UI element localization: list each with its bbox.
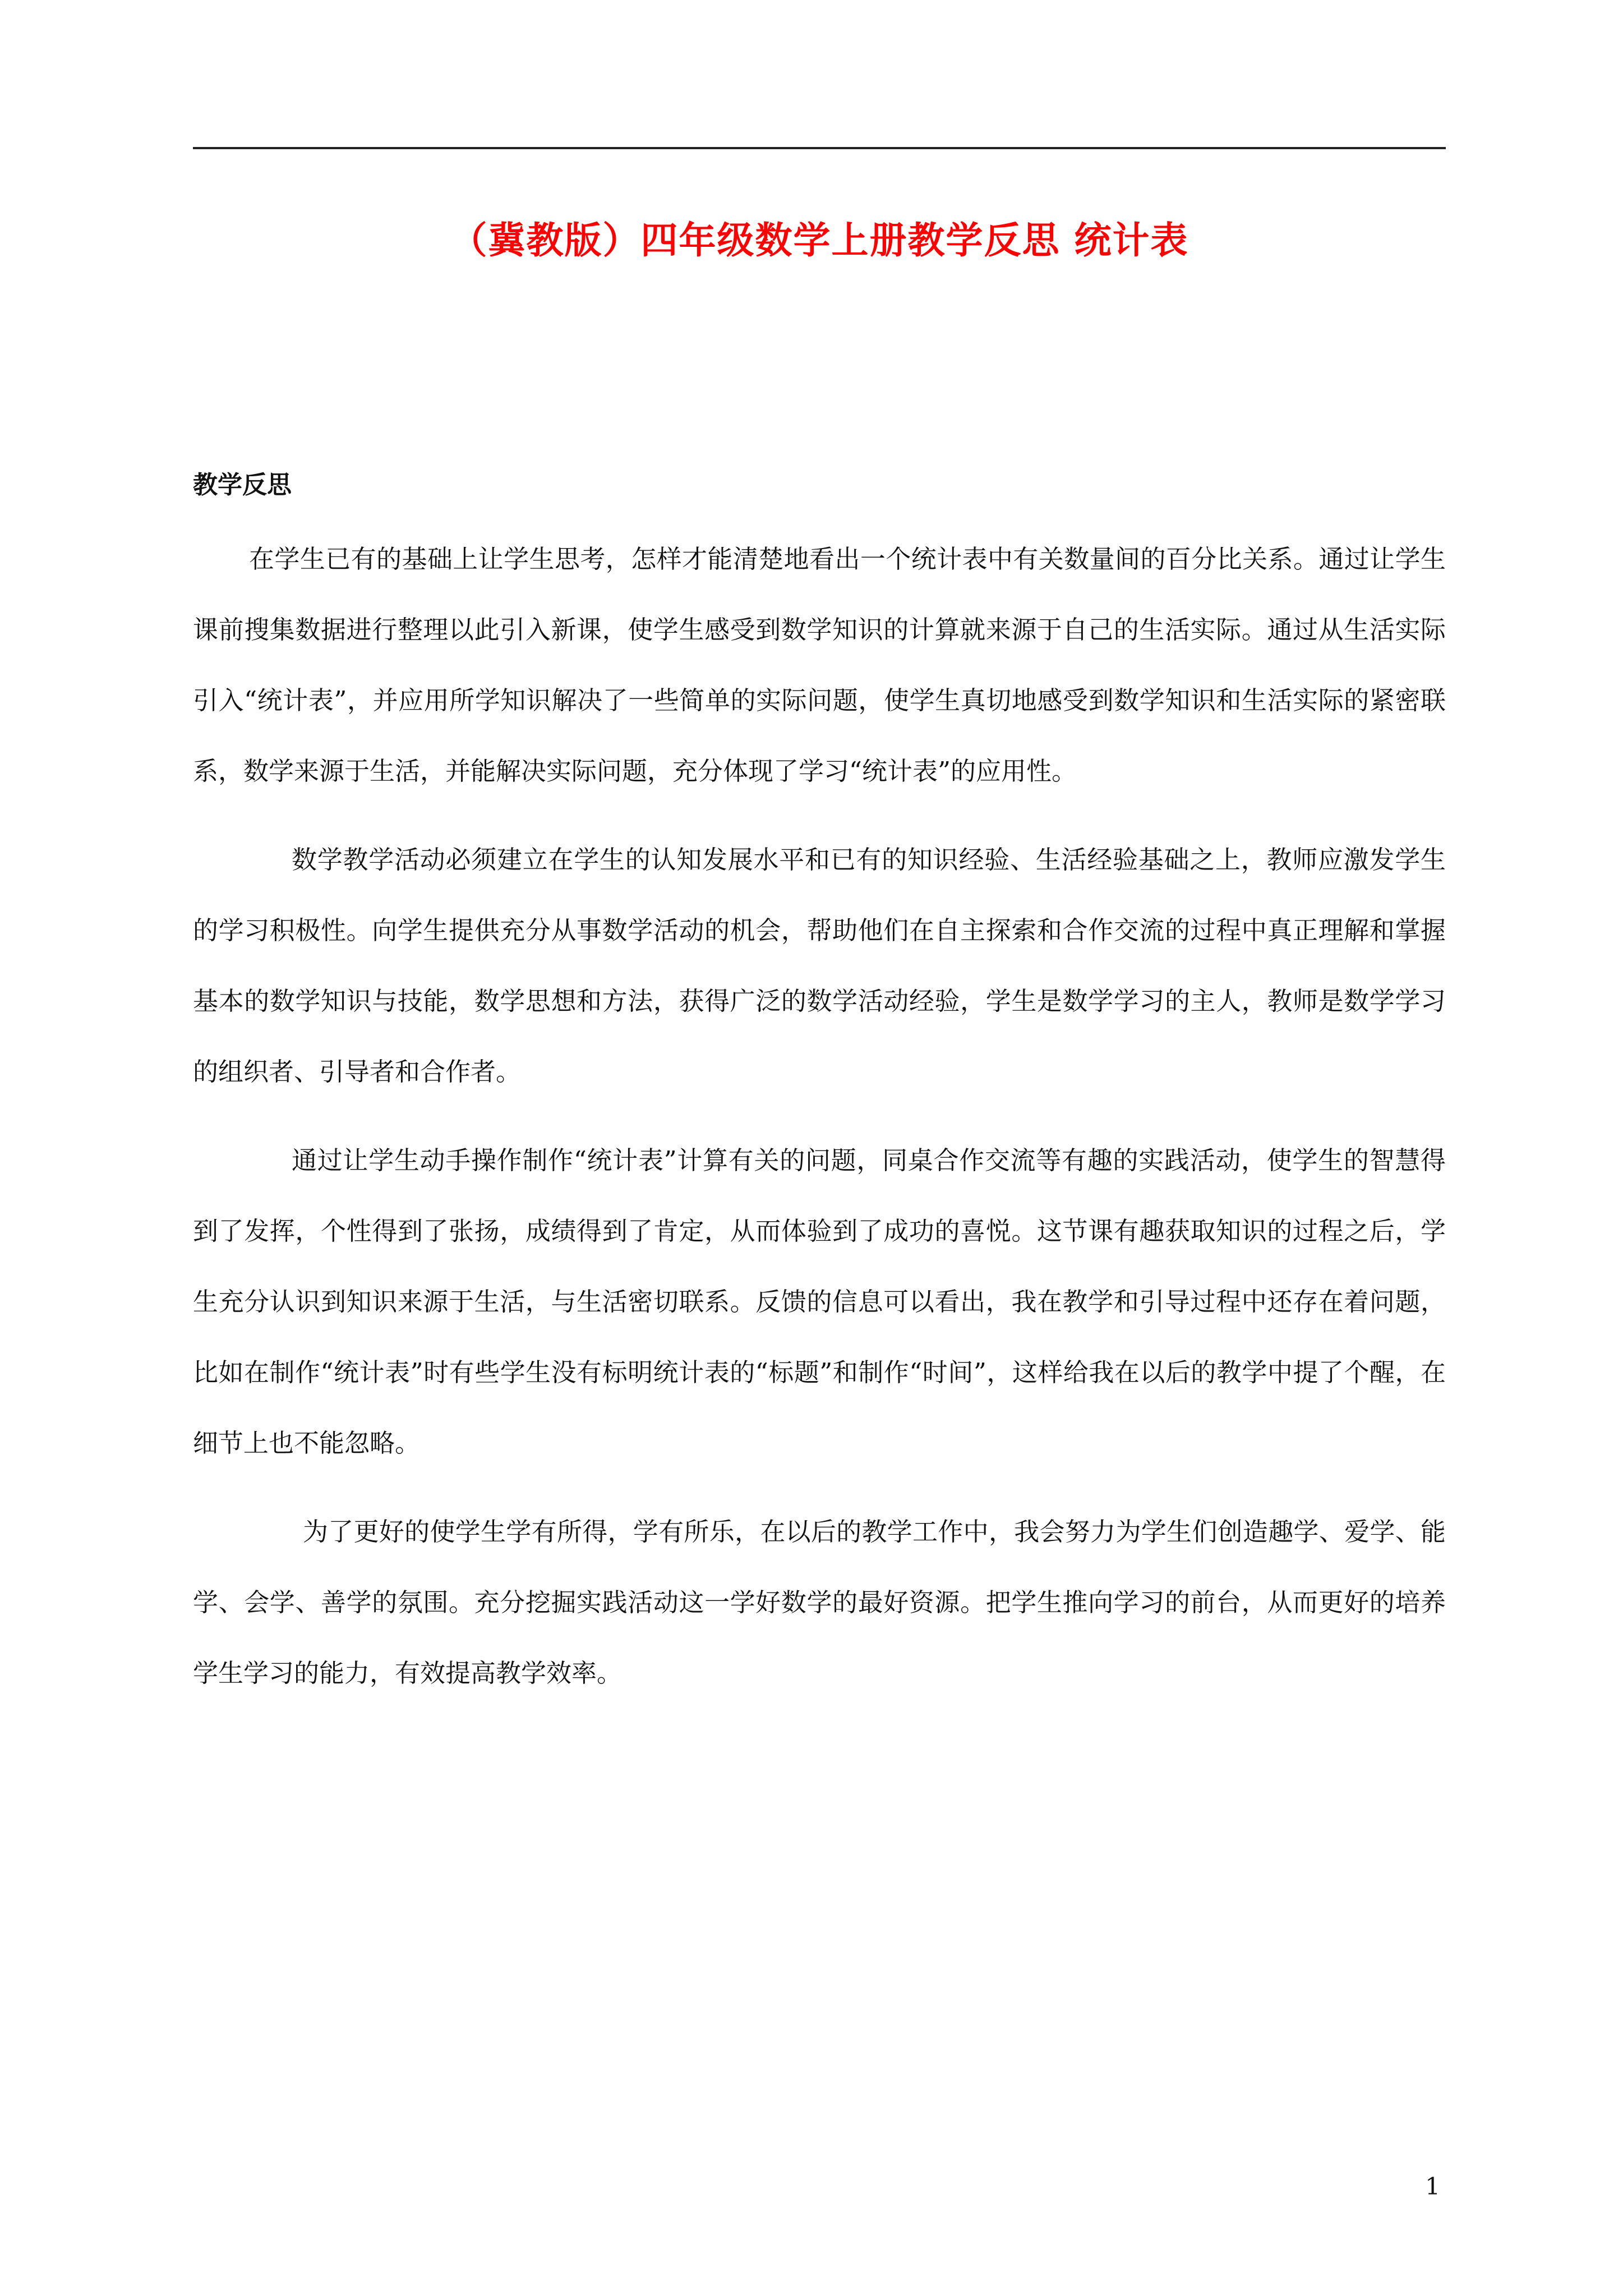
paragraph-4: 为了更好的使学生学有所得，学有所乐，在以后的教学工作中，我会努力为学生们创造趣学、爱学、能学、会学、善学的氛围。充分挖掘实践活动这一学好数学的最好资源。把学生推向学习的前台，从而更好的培养学生学习的能力，有效提高教学效率。 — [193, 1517, 1446, 1688]
paragraph-2: 数学教学活动必须建立在学生的认知发展水平和已有的知识经验、生活经验基础之上，教师应激发学生的学习积极性。向学生提供充分从事数学活动的机会，帮助他们在自主探索和合作交流的过程中真正理解和掌握基本的数学知识与技能，数学思想和方法，获得广泛的数学活动经验，学生是数学学习的主人，教师是数学学习的组织者、引导者和合作者。 — [193, 845, 1446, 1087]
header-rule — [193, 147, 1446, 149]
paragraph-1: 在学生已有的基础上让学生思考，怎样才能清楚地看出一个统计表中有关数量间的百分比关系。通过让学生课前搜集数据进行整理以此引入新课，使学生感受到数学知识的计算就来源于自己的生活实际。通过从生活实际引入“统计表”，并应用所学知识解决了一些简单的实际问题，使学生真切地感受到数学知识和生活实际的紧密联系，数学来源于生活，并能解决实际问题，充分体现了学习“统计表”的应用性。 — [193, 544, 1446, 786]
document-body — [193, 460, 1446, 1727]
document-title: （冀教版）四年级数学上册教学反思 统计表 — [450, 218, 1189, 262]
section-heading: 教学反思 — [193, 471, 292, 499]
page-number: 1 — [1425, 2173, 1440, 2200]
paragraph-3: 通过让学生动手操作制作“统计表”计算有关的问题，同桌合作交流等有趣的实践活动，使学生的智慧得到了发挥，个性得到了张扬，成绩得到了肯定，从而体验到了成功的喜悦。这节课有趣获取知识的过程之后，学生充分认识到知识来源于生活，与生活密切联系。反馈的信息可以看出，我在教学和引导过程中还存在着问题，比如在制作“统计表”时有些学生没有标明统计表的“标题”和制作“时间”，这样给我在以后的教学中提了个醒，在细节上也不能忽略。 — [193, 1145, 1446, 1458]
